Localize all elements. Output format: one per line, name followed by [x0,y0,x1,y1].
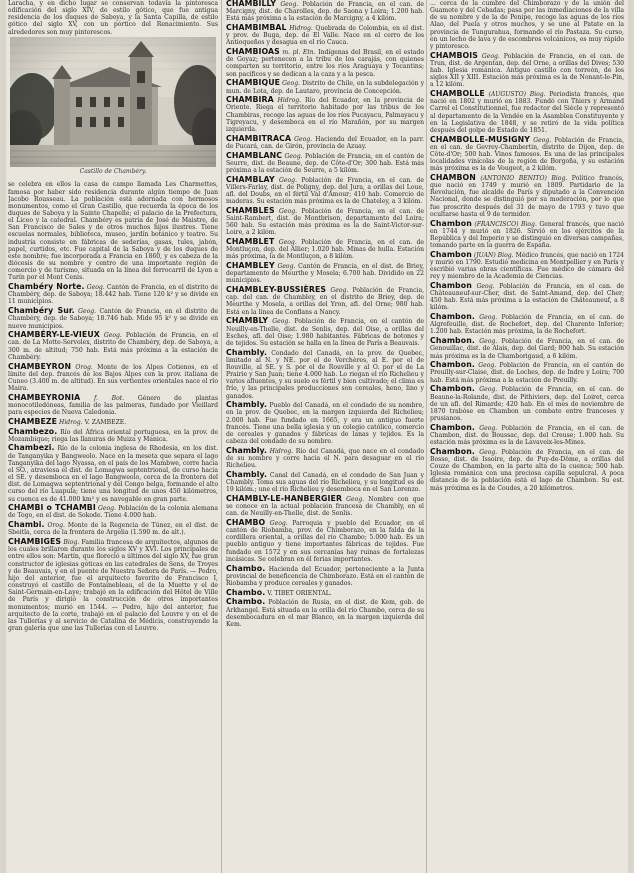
dictionary-entry [226,79,424,94]
entry-text: Población de Francia, en el can. de Beaune-la-Rolande, dist. de Pithiviers, dep. del Loiret, cerca de un afl. del Rimarde; 420 hab. En el mes de noviembre de 1870 trabóse en Chambon un combate entre franceses y prusianos. [430,386,624,422]
entry-headword: Chambly. [226,445,268,455]
entry-category: Geog. [533,136,552,144]
entry-headword: Chambo. [226,587,266,597]
dictionary-entry [430,136,624,173]
entry-headword: CHAMBITRACA [226,133,292,143]
dictionary-entry [226,589,424,597]
entry-headword: CHAMBEYRONIA [8,392,81,402]
entry-text: Población de Francia, en el cantón de Seurre, dist. de Beaune, dep. de Côte-d'Or; 300 hab. Está más próxima a la estación de Seurre, a 5 kilóm. [226,152,424,174]
entry-text: Distrito de Chile, en la subdelegación y mun. de Lota, dep. de Lautaro, provincia de Concepción. [226,80,424,95]
column-3-top-text: ... cerca de la cumbre del Chimborazo y de la unión del Guamote y del Cebadas; pasa por las inmediaciones de la villa de su nombre y de la de Penipe, recoge las aguas de los ríos Alao, del Puela y otros muchos, y se une al Patate en la provincia de Tungurahua, formando el río Pastaza. Su curso, en un lecho de lava y de escombros volcánicos, es muy rápido y pintoresco. [430,0,624,50]
entry-text: Periodista francés, que nació en 1802 y murió en 1883. Fundó con Thiers y Armand Carrel el Constitutionnel, fue redactor del Siècle y representó al departamento de la Vendée en la Asamblea Constituyente y en la Legislativa de 1848, y se retiró de la vida política después del golpe de Estado de 1851. [430,91,624,134]
entry-headword: CHAMBIMBAL [226,23,287,33]
entry-category: Orog. [75,363,93,371]
dictionary-entry [226,207,424,237]
entry-category: Orog. [47,522,65,530]
entry-headword: CHAMBLANC [226,150,283,160]
dictionary-entry [226,519,424,563]
entry-category: Geog. [279,207,298,215]
entry-headword: CHAMBOLLE [430,89,485,99]
dictionary-entry [226,349,424,400]
entry-text: Población de Francia, en el can. de Chambon, dist. de Boussac, dep. del Creuse; 1.900 hab. Su estación más próxima es la de Lavaveix-les-Mines. [430,424,624,447]
entry-headword: Chambon. [430,446,475,456]
dictionary-entry [430,448,624,492]
castle-illustration [10,37,216,167]
column-rule [426,0,427,873]
entry-headword: Chambly. [226,469,268,479]
dictionary-page [6,0,628,873]
entry-text: Quebrada de Colombia, en el dist. y prov. de Buga, dep. de El Valle. Nace en el cerro de los Antioqueños y desagua en el río Cauca. [226,25,424,47]
entry-text: se celebra en ellos la casa de campo llamada Les Charmettes, famosa por haber sido residencia durante algún tiempo de Juan Jacobo Rousseau. La población está adornada con hermosos monumentos, como el Gran Castillo, que recuerda la época de los duques de Saboya y la Sainte Chapelle; el palacio de la Prefectura, el Liceo y la catedral. Chambéry es patria de José de Maistre, de San Francisco de Sales y de otros muchos hijos ilustres. Tiene escuelas normales, biblioteca, museo, jardín botánico y teatro. Su industria consiste en fábricas de sederías, gasas, tules, jabón, papel, curtidos, etc. Fue capital de la Saboya y de los duques de este nombre; fue incorporada a Francia en 1860, y es cabeza de la diócesis de su nombre y centro de una importante región de comercio y de turismo, situada en la línea del ferrocarril de Lyon a Turín por el Mont Cenis. [8,181,218,282]
dictionary-entry [226,152,424,174]
entry-category: Geog. [479,448,498,456]
entry-category: Geog. [479,314,498,322]
entry-text: Población de Francia, en el can. de Montluçon, dep. del Allier; 1.020 hab. Minas de hulla. Estación más próxima, la de Montluçon, a 8 kilóm. [226,239,424,261]
dictionary-entry [8,331,218,361]
castle-image-block [10,37,216,179]
entry-text: General francés, que nació en 1744 y murió en 1826. Sirvió en los ejércitos de la República y del Imperio y se distinguió en diversas campañas, tomando parte en la guerra de España. [430,220,624,249]
dictionary-entry [8,307,218,329]
entry-category: Geog. [97,505,116,513]
entry-category: (AUGUSTO) Biog. [488,91,546,99]
entry-text: Población de Francia, en el cantón de Preuilly-sur-Claise, dist. de Loches, dep. de Indre y Loira; 700 hab. Está más próxima a la estación de Preuilly. [430,362,624,384]
entry-category: Hidrog. [289,25,313,33]
entry-headword: Chambéry Sur. [8,306,75,316]
entry-text: Político francés, que nació en 1749 y murió en 1809. Partidario de la Revolución, fue alcalde de París y diputado a la Convención Nacional, donde se distinguió por su moderación, por lo que fue proscrito después del 31 de mayo de 1793 y tuvo que ocultarse hasta el 9 de termidor. [430,174,624,218]
column-1-entries [8,181,218,632]
entry-text: Cantón de Francia, en el distrito de Chambéry, dep. de Saboya; 18.442 hab. Tiene 120 k² y se divide en 11 municipios. [8,284,218,306]
dictionary-entry [430,251,624,281]
dictionary-entry [430,361,624,383]
entry-headword: Chambon. [430,312,475,322]
entry-category: Biog. [63,539,80,547]
entry-category: (ANTONIO BENITO) Biog. [480,174,568,182]
dictionary-entry [226,135,424,150]
dictionary-entry [226,495,424,517]
entry-text: Indígenas del Brasil, en el estado de Goyaz; pertenecen a la tribu de los carajás, con quienes comparten su territorio, entre los ríos Araguaya y Tocantins; son pacíficos y se dedican a la caza y a la pesca. [226,49,424,78]
entry-text: Género de plantas monocotiledóneas, familia de las palmeras, fundado por Vieillard para especies de Nueva Caledonia. [8,394,218,417]
entry-category: Geog. [294,135,313,143]
dictionary-entry [226,96,424,133]
entry-text: Población de Rusia, en el dist. de Kem, gob. de Arkhangel. Está situada en la orilla del río Chambo, cerca de su desembocadura en el mar Blanco, en la margen izquierda del Kem. [226,599,424,628]
dictionary-entry [226,401,424,445]
dictionary-entry [226,471,424,493]
dictionary-entry [430,424,624,446]
entry-headword: CHAMBÉRY-LE-VIEUX [8,330,100,340]
entry-text: Hacienda del Ecuador, en la parr. de Pucará, can. de Girón, provincia de Azuay. [226,135,424,150]
entry-headword: Chambly. [226,400,268,410]
entry-category: f. Bot. [93,394,125,402]
entry-text: Población de Francia, en el can. de La Motte-Servolex, distrito de Chambéry, dep. de Saboya, a 300 m. de altitud; 750 hab. Está más próxima a la estación de Chambéry. [8,332,218,361]
entry-headword: CHAMBLAY [226,174,275,184]
entry-headword: CHAMBLY-LE-HANBERGIER [226,493,343,503]
entry-category: Hidrog. [269,447,294,455]
entry-category: Geog. [272,318,291,326]
entry-text: Población de Francia, en el cantón de Neuilly-en-Thelle, dist. de Senlis, dep. del Oise, a orillas del Esches, afl. del Oise; 1.980 habitantes. Fábricas de botones y de tejidos. Su estación se halla en la línea de París a Beauvais. [226,318,424,347]
dictionary-entry [226,24,424,46]
entry-text: Población de Francia, en el can. de Marcigny, dist. de Charolles, dep. de Saona y Loira; 1.200 hab. Está más próxima a la estación de Marcigny, a 4 kilóm. [226,1,424,23]
entry-text: Monte de los Alpes Cotienos, en el límite del dep. francés de los Bajos Alpes con la prov. italiana de Cuneo (3.400 m. de altitud). En sus vertientes orientales nace el río Maira. [8,363,218,392]
entry-headword: Chambon [430,280,472,290]
dictionary-entry [430,174,624,218]
entry-category: Geog. [346,495,365,503]
entry-category: (JUAN) Biog. [473,251,514,259]
entry-headword: CHAMBIRA [226,95,274,105]
entry-category: Geog. [279,176,298,184]
entry-headword: CHAMBI o TCHAMBI [8,503,96,513]
dictionary-entry [430,90,624,134]
dictionary-entry [226,238,424,260]
entry-category: Geog. [269,520,288,527]
entry-text: Población de Francia, en el can. de Genouillac, dist. de Alais, dep. del Gard; 800 hab. Su estación más próxima es la de Chamborigaud, a 6 kilóm. [430,338,624,360]
entry-category: Geog. [277,263,296,271]
dictionary-entry [430,52,624,89]
entry-headword: CHAMBLES [226,205,275,215]
dictionary-entry [8,181,218,281]
entry-text: Nombre con que se conoce en la actual población francesa de Chambly, en el can. de Neuilly-en-Thelle, dist. de Senlis. [226,495,424,518]
column-3 [430,0,624,873]
entry-category: Geog. [282,80,301,88]
entry-headword: Chambon [430,218,472,228]
column-1-top-text: Laracha, y en dicho lugar se conservan todavía la pintoresca edificación del siglo XIV, de estilo gótico, que fue antigua residencia de los duques de Saboya, y la Santa Capilla, de estilo gótico del siglo XV, con un pórtico del Renacimiento. Sus alrededores son muy pintorescos. [8,0,218,36]
entry-category: Geog. [78,308,97,316]
entry-headword: Chambon. [430,422,475,432]
entry-text: Población de la colonia alemana de Togo, en el dist. de Sokode. Tiene 4.000 hab. [8,505,218,520]
dictionary-entry [430,313,624,335]
entry-category: Hidrog. [59,418,83,426]
entry-headword: Chambon. [430,360,475,370]
entry-headword: Chambo. [226,597,266,607]
dictionary-entry [8,428,218,443]
entry-headword: CHAMBEZE [8,416,58,426]
image-vignette [10,37,216,167]
dictionary-entry [226,262,424,284]
entry-text: Cantón de Francia, en el dist. de Briey, departamento de Meurthe y Mosela; 6.700 hab. Dividido en 22 municipios. [226,263,424,285]
entry-text: Población de Francia, cap. del can. de Chambley, en el distrito de Briey, dep. de Meurthe y Mosela, a orillas del Yron, afl. del Orne; 980 hab. Está en la línea de Conflans a Nancy. [226,287,424,316]
entry-text: Población de Francia, en el can. de Saint-Rambert, dist. de Montbrison, departamento del Loira; 560 hab. Su estación más próxima es la de Saint-Victor-sur-Loire, a 2 kilóm. [226,207,424,237]
entry-text: Población de Francia, en el can. de Algrefeuille, dist. de Rochefort, dep. del Charente Inferior; 1.200 hab. Estación más próxima, la de Rochefort. [430,314,624,336]
entry-headword: CHAMBLEY [226,261,275,271]
dictionary-entry [226,48,424,78]
entry-category: Hidrog. [277,97,302,105]
entry-text: Canal del Canadá, en el condado de San Juan y Chambly. Toma sus aguas del río Richelieu, y su longitud es de 19 kilóm.; une el río Richelieu y desemboca en el San Lorenzo. [226,471,424,494]
dictionary-entry [8,444,218,502]
entry-text: Población de Francia, en el can. de Trun, dist. de Argentan, dep. del Orne, a orillas del Dives; 530 hab. Iglesia románica. Antiguo castillo con torreón, de los siglos XII y XIII. Estación más próxima es la de Nonant-le-Pin, a 12 kilóm. [430,52,624,89]
dictionary-entry [8,394,218,416]
entry-text: Río del África oriental portuguesa, en la prov. de Mozambique; riega las llanuras de Muiza y Manica. [8,428,218,443]
dictionary-entry [226,317,424,347]
entry-text: Población de Francia, en el can. de Bosse, dist. de Issoire, dep. de Puy-de-Dôme, a orillas del Couze de Chambon, en la parte alta de la cuenca; 500 hab. Iglesia románica con una preciosa capilla sepulcral. A poca distancia de la población está el lago de Chambon. Su est. más próxima es la de Coudes, a 20 kilómetros. [430,448,624,492]
dictionary-entry [226,565,424,587]
entry-category: Geog. [478,362,497,370]
dictionary-entry [430,282,624,312]
dictionary-entry [430,385,624,422]
entry-headword: CHAMBIQUE [226,78,281,88]
dictionary-entry [8,283,218,305]
entry-category: Geog. [479,338,498,346]
column-3-entries [430,52,624,492]
entry-category: Geog. [278,239,297,247]
entry-headword: CHAMBLET [226,237,275,247]
dictionary-entry [8,504,218,519]
entry-text: Condado del Canadá, en la prov. de Quebec, limitado al N. y NE. por el de Verchères, al E. por el de Rouville, al SE. y S. por el de Rouville y al O. por el de La Prairie y San Juan; tiene 4.000 hab. Lo riegan el río Richelieu y varios afluentes, y su suelo es fértil y bien cultivado; el clima es frío, y las principales producciones son cereales, heno, lino y ganados. [226,349,424,400]
entry-category: (FRANCISCO) Biog. [474,220,537,228]
entry-headword: Chambon. [430,336,475,346]
entry-headword: Chambéry Norte. [8,282,85,292]
entry-headword: Chambezi. [8,443,55,453]
entry-category: Geog. [103,332,122,340]
entry-category: Geog. [476,282,495,290]
entry-category: Geog. [284,152,303,160]
entry-category: m. pl. Etn. [282,49,316,57]
entry-text: V. TIBET ORIENTAL. [267,589,332,597]
entry-text: Población de Francia, en el can. de Villers-Farlay, dist. de Poligny, dep. del Jura, a orillas del Loue, afl. del Doubs, en el fértil Val d'Amour; 410 hab. Comercio de maderas. Su estación más próxima es la de Chateley, a 3 kilóm. [226,176,424,206]
dictionary-entry [226,286,424,316]
entry-category: Geog. [479,424,498,432]
entry-text: Pueblo del Canadá, en el condado de su nombre, en la prov. de Quebec, en la margen izquierda del Richelieu; 2.000 hab. Fue fundado en 1665, y era un antiguo fuerte francés. Tiene una bella iglesia y un colegio católico, comercio de cereales y ganados y fábricas de lanas y tejidos. Es la cabeza del condado de su nombre. [226,402,424,446]
entry-headword: Chambon [430,249,472,259]
entry-headword: Chambo. [226,563,266,573]
entry-headword: CHAMBOIS [430,50,478,60]
entry-text: Río del Canadá, que nace en el condado de su nombre y corre hacia el N. para desaguar en el río Richelieu. [226,447,424,470]
entry-text: Río de la colonia inglesa de Rhodesia, en los dist. de Tanganyika y Bangweolo. Nace en la meseta que separa el lago Tanganyika del lago Nyassa, en el país de los Mambwe, corre hacia el SO., atraviesa el dist. de Lomagwa septentrional, de curso hacia el SE. y desemboca en el lago Bangweolo, cerca de la frontera del dist. de Lomagwa septentrional y del Congo belga, formando el alto curso del río Luapula; tiene una longitud de unos 450 kilómetros, su cuenca es de 41.000 km² y es navegable en gran parte. [8,445,218,503]
entry-text: Parroquia y pueblo del Ecuador, en el cantón de Riobamba, prov. de Chimborazo, en la falda de la cordillera oriental, a orillas del río Chambo; 5.000 hab. Es un pueblo antiguo y tiene importantes fábricas de tejidos. Fue fundado en 1572 y en sus cercanías hay ruinas de fortalezas incásicas. Se celebran en él ferias importantes. [226,520,424,563]
entry-headword: CHAMBON [430,172,476,182]
entry-headword: CHAMBILLY [226,0,277,8]
entry-text: Familia francesa de arquitectos, algunos de los cuales brillaron durante los siglos XV y XVI. Los principales de entre ellos son: Martín, que floreció a últimos del siglo XV, fue gran constructor de iglesias góticas en las catedrales de Sens, de Troyes y de Beauvais, y en el puente de Nuestra Señora de París. — Pedro, hijo del anterior, fue el arquitecto favorito de Francisco I, construyó el castillo de Fontainebleau, el de la Muette y el de Saint-Germain-en-Laye; trabajó en la edificación del Hôtel de Ville de París y dirigió la construcción de otros importantes monumentos; murió en 1544. — Pedro, hijo del anterior, fue arquitecto de la corte, trabajó en el palacio del Louvre y en el de las Tullerías y al servicio de Catalina de Médicis, construyendo la gran galería que une las Tullerías con el Louvre. [8,539,218,632]
dictionary-entry [226,447,424,469]
entry-category: Geog. [330,287,349,295]
dictionary-entry [8,418,218,426]
column-2 [226,0,424,873]
entry-text: Hacienda del Ecuador, perteneciente a la Junta provincial de beneficencia de Chimborazo. Está en el cantón de Riobamba y produce cereales y ganados. [226,565,424,587]
entry-headword: CHAMBIGES [8,537,62,547]
entry-category: Geog. [481,52,500,60]
entry-category: Geog. [479,386,498,394]
entry-headword: CHAMBLEY-BUSSIÈRES [226,285,327,295]
dictionary-entry [8,363,218,393]
entry-category: Geog. [280,1,299,8]
entry-text: Población de Francia, en el can. de Gevrey-Chambertin, distrito de Dijon, dep. de Côte-d'Or; 500 hab. Vinos famosos. Es una de las principales localidades vinícolas de la región de Borgoña, y su estación más próxima es la de Vougeot, a 2 kilóm. [430,136,624,173]
entry-category: Geog. [86,284,105,292]
entry-text: Cantón de Francia, en el distrito de Chambéry, dep. de Saboya; 18.746 hab. Mide 95 k² y se divide en nueve municipios. [8,308,218,330]
dictionary-entry [8,538,218,632]
dictionary-entry [430,220,624,250]
image-caption: Castillo de Chambéry. [79,168,147,176]
column-1 [8,0,218,873]
entry-text: V. ZAMBEZE. [84,418,127,426]
entry-text: Médico francés, que nació en 1724 y murió en 1790. Estudió medicina en Montpellier y en París y escribió varias obras científicas. Fue médico de cámara del rey y miembro de la Academia de Ciencias. [430,251,624,281]
entry-headword: CHAMBO [226,518,266,527]
column-2-entries [226,0,424,628]
entry-headword: CHAMBOLLE-MUSIGNY [430,134,530,144]
dictionary-entry [226,598,424,628]
entry-headword: Chambezo. [8,426,58,436]
dictionary-entry [226,176,424,206]
column-rule [221,0,222,873]
dictionary-entry [226,0,424,22]
entry-text: Población de Francia, en el can. de Châteauneuf-sur-Cher, dist. de Saint-Amand, dep. del Cher; 450 hab. Está más próxima a la estación de Châteauneuf, a 8 kilóm. [430,282,624,312]
entry-text: Monte de la Regencia de Túnez, en el dist. de Sbeitla, cerca de la frontera de Argelia (1.590 m. de alt.). [8,522,218,537]
entry-headword: Chambi. [8,520,45,530]
dictionary-entry [430,337,624,359]
entry-headword: Chambly. [226,347,268,357]
entry-text: Río del Ecuador, en la provincia de Oriente. Riega el territorio habitado por las tribus de los Chambiras, recoge las aguas de los ríos Pucayacu, Palmayacu y Tigreyacu, y desemboca en el río Marañón, por su margen izquierda. [226,97,424,133]
entry-headword: Chambon. [430,384,475,394]
entry-headword: CHAMBLY [226,316,269,326]
entry-headword: CHAMBEYRON [8,361,72,371]
entry-headword: CHAMBIOAS [226,47,280,57]
dictionary-entry [8,521,218,536]
